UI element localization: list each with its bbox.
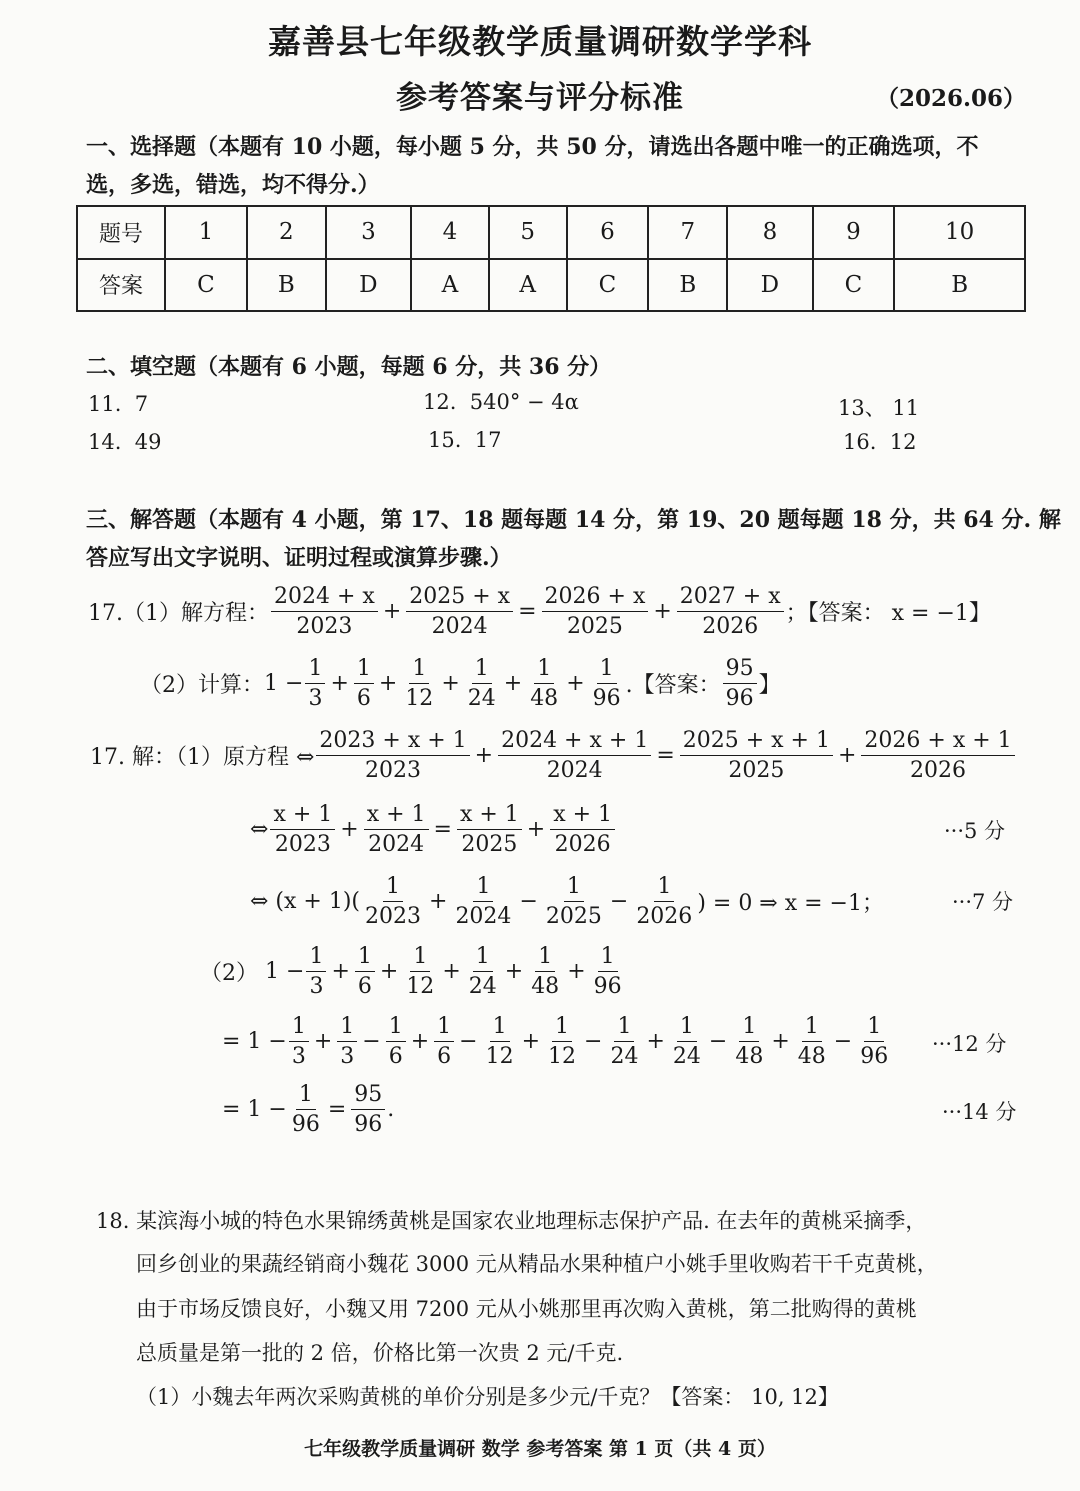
question-number: 3: [326, 206, 411, 259]
fraction: x + 1 2023: [270, 802, 335, 858]
answer-cell: A: [411, 259, 489, 312]
fraction: $\frac{1}{3}$: [305, 656, 325, 712]
sol17-line5: = 1 − $\frac{1}{3}$ + $\frac{1}{3}$ − $\frac{1}{6}$ + $\frac{1}{6}$ − $\frac{1}{12}$ + $\frac{1}{12}$ − $\frac{1}{24}$ + $\frac{1}{24}$ − $\frac{1}{48}$ + $\frac{1}{48}$ − $\frac{1}{96}$: [222, 1014, 893, 1070]
fraction: $\frac{1}{24}$: [467, 656, 496, 712]
question-number: 4: [411, 206, 489, 259]
fraction: 2023 + x + 1 2023: [316, 728, 469, 784]
fraction: $\frac{1}{24}$: [610, 1014, 639, 1070]
fraction: $\frac{1}{12}$: [406, 944, 435, 1000]
q17-part2-label: （2）计算：: [140, 673, 264, 699]
q17-part2: （2）计算： 1 − $\frac{1}{3}$ + $\frac{1}{6}$ + $\frac{1}{12}$ + $\frac{1}{24}$ + $\frac{1}{48}$ + $\frac{1}{96}$ .【答案： 95 96 】: [140, 656, 781, 712]
fraction: $\frac{2027 + x}{2026}$: [677, 584, 784, 640]
fill-item-16: 16. 12: [843, 430, 917, 454]
answer-cell: B: [894, 259, 1025, 312]
fraction: $\frac{1}{96}$: [860, 1014, 889, 1070]
q18-line4: 总质量是第一批的 2 倍，价格比第一次贵 2 元/千克.: [136, 1341, 624, 1365]
q17-part1: 17.（1）解方程： 2024 + x 2023 + $\frac{2025 + x}{2024}$ = $\frac{2026 + x}{2025}$ + $\frac{2027 + x}{2026}$ ；【答案： x = −1】: [88, 584, 991, 640]
question-number: 10: [894, 206, 1025, 259]
table-row-numbers: [77, 206, 1025, 259]
sol17-line6: = 1 − $\frac{1}{96}$ = $\frac{95}{96}$ .: [222, 1082, 395, 1138]
question-number: 1: [165, 206, 247, 259]
fraction: $\frac{x + 1}{2025}$: [457, 802, 522, 858]
question-number: 7: [648, 206, 727, 259]
question-number: 9: [813, 206, 895, 259]
page-footer: 七年级教学质量调研 数学 参考答案 第 1 页（共 4 页）: [304, 1438, 776, 1460]
q18-line2: 回乡创业的果蔬经销商小魏花 3000 元从精品水果种植户小姚手里收购若干千克黄桃，: [136, 1252, 938, 1276]
score-mark: ···12 分: [932, 1032, 1007, 1056]
answer-cell: B: [247, 259, 326, 312]
fraction: $\frac{95}{96}$: [351, 1082, 385, 1138]
answer-cell: D: [727, 259, 812, 312]
sol17-line3: ⇔ (x + 1)( 1 2023 + $\frac{1}{2024}$ − $\frac{1}{2025}$ − $\frac{1}{2026}$ ) = 0 ⇒ x = −1；: [250, 874, 884, 930]
fraction: $\frac{1}{3}$: [289, 1014, 309, 1070]
q18-line5: （1）小魏去年两次采购黄桃的单价分别是多少元/千克？【答案： 10, 12】: [136, 1385, 839, 1409]
fill-item-13: 13、 11: [838, 396, 920, 420]
fraction: $\frac{1}{96}$: [592, 656, 621, 712]
fraction: $\frac{1}{6}$: [354, 656, 374, 712]
sol17-line4: （2） 1 − $\frac{1}{3}$ + $\frac{1}{6}$ + $\frac{1}{12}$ + $\frac{1}{24}$ + $\frac{1}{48}$ + $\frac{1}{96}$: [200, 944, 627, 1000]
q18-line1: 18. 某滨海小城的特色水果锦绣黄桃是国家农业地理标志保护产品. 在去年的黄桃采摘季，: [96, 1209, 927, 1233]
answer-cell: C: [813, 259, 895, 312]
fraction: $\frac{2025 + x}{2024}$: [406, 584, 513, 640]
sol17-label: 17. 解：（1）原方程 ⇔: [90, 745, 315, 771]
q17-part1-answer: ；【答案： x = −1】: [785, 601, 991, 627]
fraction: $\frac{1}{2024}$: [455, 874, 512, 930]
part2-heading: 二、填空题（本题有 6 小题，每题 6 分，共 36 分）: [86, 354, 612, 380]
fraction: $\frac{1}{96}$: [593, 944, 622, 1000]
question-number: 2: [247, 206, 326, 259]
fraction: $\frac{2024 + x + 1}{2024}$: [498, 728, 651, 784]
fraction: $\frac{1}{12}$: [485, 1014, 514, 1070]
fraction: $\frac{2026 + x + 1}{2026}$: [861, 728, 1014, 784]
fraction: $\frac{1}{2025}$: [545, 874, 602, 930]
part1-heading-line1: 一、选择题（本题有 10 小题，每小题 5 分，共 50 分，请选出各题中唯一的正确选项，不: [86, 134, 979, 160]
score-mark: ···5 分: [944, 819, 1006, 843]
fraction: 2024 + x 2023: [271, 584, 378, 640]
fraction: $\frac{x + 1}{2026}$: [550, 802, 615, 858]
question-number: 5: [489, 206, 567, 259]
answer-cell: D: [326, 259, 411, 312]
fraction: 95 96: [723, 656, 757, 712]
part1-heading-line2: 选，多选，错选，均不得分.）: [86, 172, 380, 198]
fraction: $\frac{1}{6}$: [434, 1014, 454, 1070]
score-mark: ···7 分: [952, 890, 1014, 914]
fraction: $\frac{1}{3}$: [337, 1014, 357, 1070]
fill-item-11: 11. 7: [88, 392, 149, 416]
fraction: $\frac{1}{48}$: [531, 944, 560, 1000]
fraction: $\frac{1}{48}$: [735, 1014, 764, 1070]
fill-item-14: 14. 49: [88, 430, 162, 454]
part3-heading-line1: 三、解答题（本题有 4 小题，第 17、18 题每题 14 分，第 19、20 题每题 18 分，共 64 分. 解: [86, 507, 1061, 533]
fraction: $\frac{1}{2026}$: [636, 874, 693, 930]
answer-cell: C: [567, 259, 649, 312]
row-label-answer: 答案: [77, 259, 165, 312]
sol17-line1: 17. 解：（1）原方程 ⇔ 2023 + x + 1 2023 + $\frac{2024 + x + 1}{2024}$ = $\frac{2025 + x + 1}{2025}$ + $\frac{2026 + x + 1}{2026}$: [90, 728, 1017, 784]
fraction: $\frac{1}{48}$: [797, 1014, 826, 1070]
fraction: $\frac{1}{6}$: [386, 1014, 406, 1070]
q17-part1-label: 17.（1）解方程：: [88, 601, 269, 627]
fraction: $\frac{1}{6}$: [355, 944, 375, 1000]
fraction: $\frac{2025 + x + 1}{2025}$: [680, 728, 833, 784]
answer-cell: B: [648, 259, 727, 312]
answer-cell: A: [489, 259, 567, 312]
fraction: $\frac{1}{96}$: [291, 1082, 320, 1138]
q18-line3: 由于市场反馈良好，小魏又用 7200 元从小姚那里再次购入黄桃，第二批购得的黄桃: [136, 1297, 917, 1321]
fraction: 1 2023: [365, 874, 421, 930]
answer-table: [76, 205, 1026, 312]
fraction: $\frac{2026 + x}{2025}$: [542, 584, 649, 640]
fraction: $\frac{1}{12}$: [548, 1014, 577, 1070]
sol17-line2: ⇔ x + 1 2023 + $\frac{x + 1}{2024}$ = $\frac{x + 1}{2025}$ + $\frac{x + 1}{2026}$: [250, 802, 617, 858]
part3-heading-line2: 答应写出文字说明、证明过程或演算步骤.）: [86, 545, 512, 571]
fraction: $\frac{1}{24}$: [672, 1014, 701, 1070]
fraction: $\frac{x + 1}{2024}$: [364, 802, 429, 858]
answer-cell: C: [165, 259, 247, 312]
fill-item-15: 15. 17: [428, 428, 502, 452]
document-subtitle: 参考答案与评分标准: [396, 80, 684, 116]
row-label-number: 题号: [77, 206, 165, 259]
fraction: $\frac{1}{48}$: [530, 656, 559, 712]
table-row-answers: [77, 259, 1025, 312]
fill-item-12: 12. 540° − 4α: [423, 390, 579, 414]
document-title: 嘉善县七年级教学质量调研数学学科: [268, 22, 812, 61]
fraction: $\frac{1}{3}$: [306, 944, 326, 1000]
question-number: 8: [727, 206, 812, 259]
document-date: （2026.06）: [876, 85, 1027, 112]
fraction: $\frac{1}{24}$: [468, 944, 497, 1000]
fraction: $\frac{1}{12}$: [405, 656, 434, 712]
question-number: 6: [567, 206, 649, 259]
score-mark: ···14 分: [942, 1100, 1017, 1124]
